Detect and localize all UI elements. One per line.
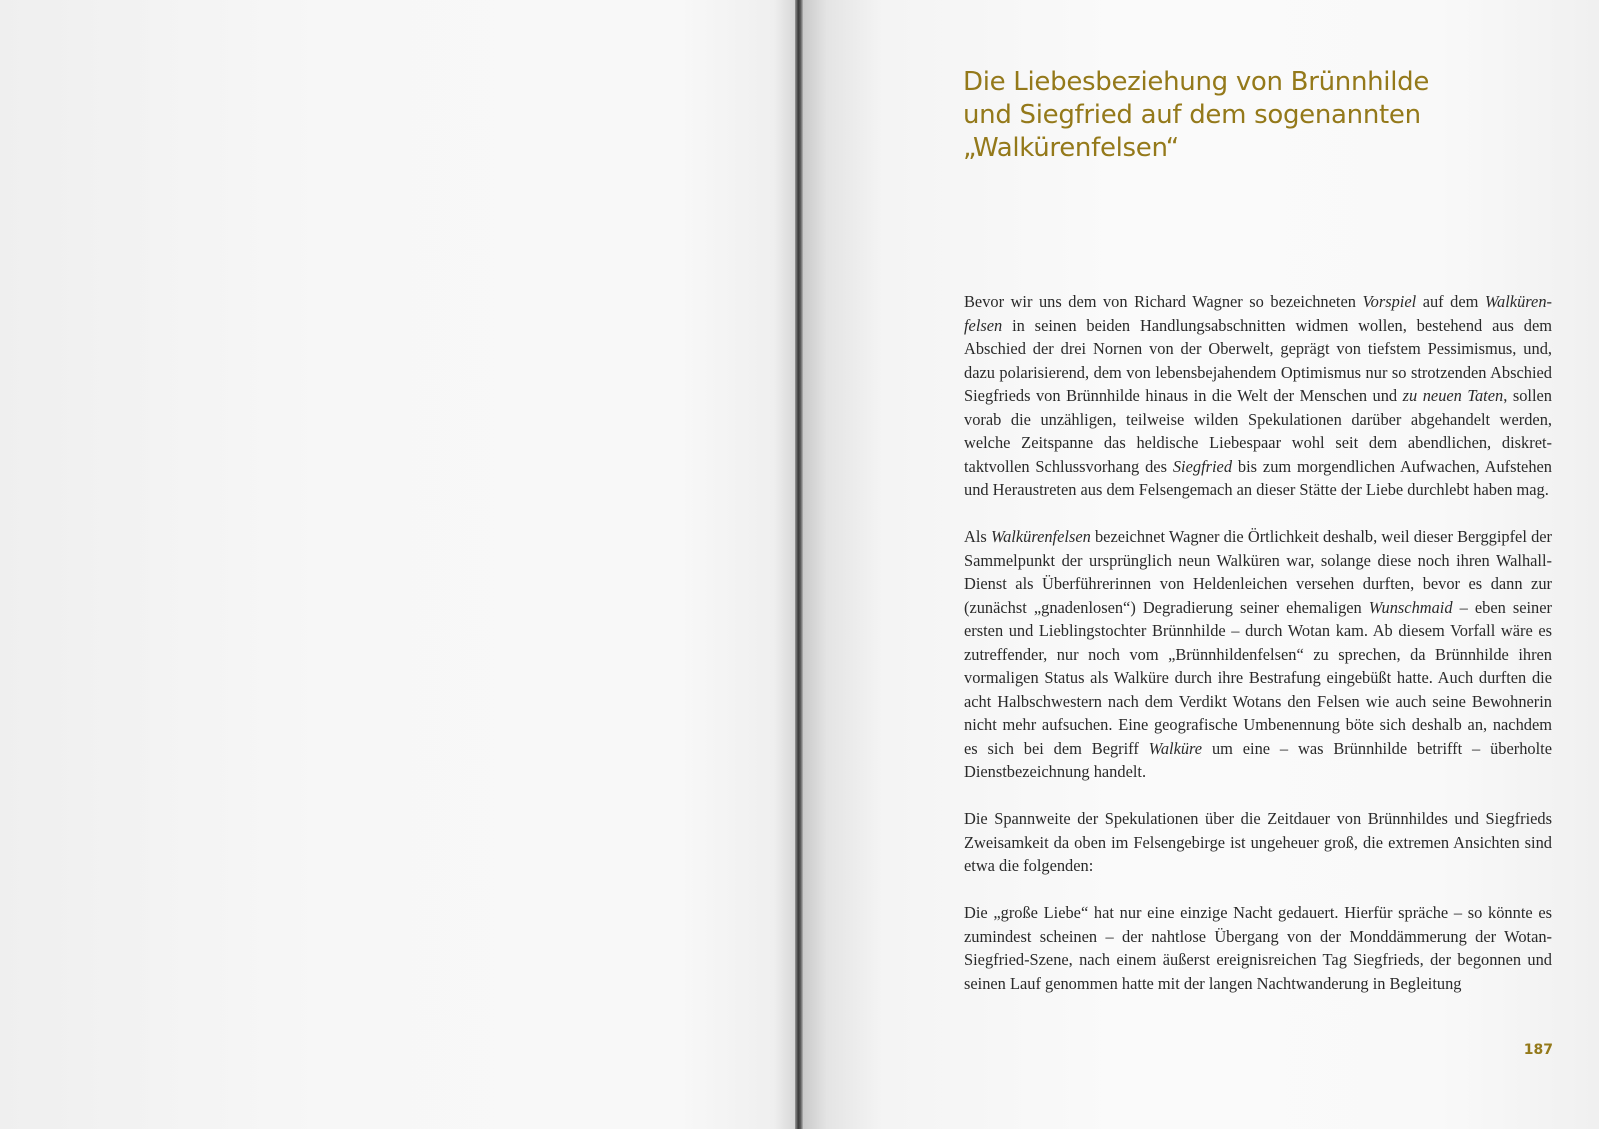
p1-emphasis-3: zu neuen Taten [1402, 386, 1504, 405]
p2-text-4: um eine – was Brünnhilde betrifft – überholte Dienstbezeichnung handelt. [964, 738, 1553, 781]
left-page [0, 0, 798, 1129]
page-number: 187 [1523, 1042, 1553, 1058]
heading-line-3: „Walkürenfelsen“ [963, 133, 1179, 163]
p2-text-1: Als [964, 527, 991, 546]
paragraph-2 [964, 525, 1552, 784]
p2-text-3: – eben seiner ersten und Lieblingstochter Brünnhilde – durch Wotan kam. Ab diesem Vorfall wäre es zutreffender, nur noch vom „Brünnhildenfelsen“ zu sprechen, da Brünnhilde ihren vormaligen Status als Walküre durch ihre Bestrafung eingebüßt hatte. Auch durften die acht Halbschwestern nach dem Verdikt Wotans den Felsen wie auch seine Bewohnerin nicht mehr aufsuchen. Eine geografische Umbenennung böte sich deshalb an, nachdem es sich bei dem Begriff [964, 597, 1552, 758]
p2-emphasis-3: Walküre [1148, 738, 1203, 758]
heading-line-2: und Siegfried auf dem sogenannten [963, 100, 1421, 130]
p1-emphasis-1: Vorspiel [1362, 292, 1417, 311]
p1-text-2: auf dem [1416, 292, 1485, 311]
p2-text-2: bezeichnet Wagner die Örtlichkeit deshalb, weil dieser Berggipfel der Sammelpunkt der ursprünglich neun Walküren war, solange diese noch ihren Walhall-Dienst als Überführerinnen von Heldenleichen versehen durften, bevor es dann zur (zunächst „gnadenlosen“) Degradierung seiner ehemaligen [964, 527, 1552, 617]
p1-text-4: , sollen vorab die unzähligen, teilweise wilden Spekulationen darüber abgehandelt werden, welche Zeitspanne das heldische Liebespaar wohl seit dem abendlichen, diskret-taktvollen Schlussvorhang des [964, 386, 1552, 476]
paragraph-4 [964, 901, 1552, 995]
p2-emphasis-1: Walkürenfelsen [990, 527, 1091, 546]
p1-text-1: Bevor wir uns dem von Richard Wagner so bezeichneten [964, 292, 1363, 311]
p4-text-1: Die „große Liebe“ hat nur eine einzige Nacht gedauert. Hierfür spräche – so könnte es zumindest scheinen – der nahtlose Übergang von der Monddämmerung der Wotan-Siegfried-Szene, nach einem äußerst ereignisreichen Tag Siegfrieds, der begonnen und seinen Lauf genommen hatte mit der langen Nachtwanderung in Begleitung [964, 903, 1552, 993]
chapter-heading [963, 66, 1483, 165]
p1-text-3: in seinen beiden Handlungsabschnitten widmen wollen, bestehend aus dem Abschied der drei Nornen von der Oberwelt, geprägt von tiefstem Pessimismus, und, dazu polarisierend, dem von lebensbejahendem Optimismus nur so strotzenden Abschied Siegfrieds von Brünnhilde hinaus in die Welt der Menschen und [964, 315, 1552, 405]
heading-line-1: Die Liebesbeziehung von Brünnhilde [963, 67, 1430, 97]
paragraph-3 [964, 807, 1552, 878]
p1-emphasis-2: Walkürenfelsen [964, 292, 1552, 335]
p2-emphasis-2: Wunschmaid [1368, 597, 1453, 617]
book-gutter [795, 0, 803, 1129]
body-text [964, 290, 1552, 1019]
p3-text-1: Die Spannweite der Spekulationen über die Zeitdauer von Brünnhildes und Siegfrieds Zweisamkeit da oben im Felsengebirge ist ungeheuer groß, die extremen Ansichten sind etwa die folgenden: [964, 809, 1552, 875]
p1-emphasis-4: Siegfried [1172, 456, 1233, 476]
p1-text-5: bis zum morgendlichen Aufwachen, Aufstehen und Heraustreten aus dem Felsengemach an dieser Stätte der Liebe durchlebt haben mag. [964, 456, 1552, 499]
paragraph-1 [964, 290, 1552, 502]
